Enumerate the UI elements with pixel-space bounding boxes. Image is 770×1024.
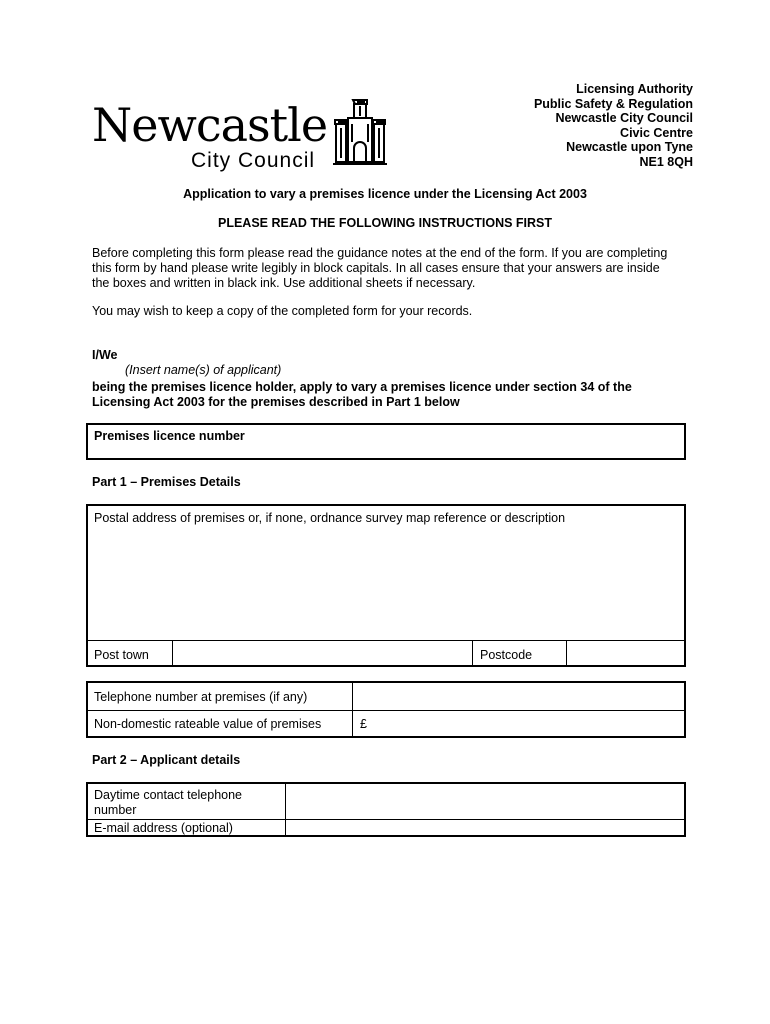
address-line: Newcastle upon Tyne xyxy=(566,140,693,155)
telephone-premises-field[interactable] xyxy=(353,683,684,710)
council-logo-subtitle: City Council xyxy=(191,149,316,172)
rateable-value-field[interactable] xyxy=(353,711,684,736)
part1-heading: Part 1 – Premises Details xyxy=(92,475,241,489)
premises-address-label: Postal address of premises or, if none, ordnance survey map reference or description xyxy=(94,511,566,525)
copy-note: You may wish to keep a copy of the completed form for your records. xyxy=(92,304,473,318)
rateable-value-label: Non-domestic rateable value of premises xyxy=(94,717,322,731)
castle-icon xyxy=(333,98,387,166)
address-line: Licensing Authority xyxy=(576,82,693,96)
instructions-text: Before completing this form please read the guidance notes at the end of the form. If you are completing this form by hand please write legibly in block capitals. In all cases ensure that your answers are inside the boxes and written in black ink. Use additional sheets if necessary. xyxy=(92,246,668,290)
telephone-premises-label: Telephone number at premises (if any) xyxy=(94,690,308,704)
currency-symbol: £ xyxy=(360,717,367,731)
address-line: NE1 8QH xyxy=(639,154,693,169)
postcode-field[interactable] xyxy=(567,641,684,665)
post-town-field[interactable] xyxy=(173,641,472,665)
part2-heading: Part 2 – Applicant details xyxy=(92,753,241,767)
premises-address-field[interactable] xyxy=(88,506,684,640)
premises-licence-number-label: Premises licence number xyxy=(94,429,245,443)
form-title: Application to vary a premises licence under the Licensing Act 2003 xyxy=(183,187,587,201)
licensing-authority-address xyxy=(534,82,693,170)
email-field[interactable] xyxy=(286,820,684,835)
address-line: Civic Centre xyxy=(620,125,693,140)
address-line: Newcastle City Council xyxy=(555,111,693,126)
address-line: Public Safety & Regulation xyxy=(533,96,693,111)
daytime-phone-label: Daytime contact telephone number xyxy=(94,788,243,817)
premises-licence-number-field[interactable] xyxy=(86,423,686,460)
instructions-heading: PLEASE READ THE FOLLOWING INSTRUCTIONS FIRST xyxy=(217,216,553,230)
email-label: E-mail address (optional) xyxy=(94,821,233,835)
premises-address-box xyxy=(86,504,686,667)
premises-contact-table xyxy=(86,681,686,738)
post-town-label: Post town xyxy=(94,648,149,662)
applicant-contact-table xyxy=(86,782,686,837)
council-logo-wordmark: Newcastle xyxy=(92,98,328,152)
applicant-name-hint: (Insert name(s) of applicant) xyxy=(125,363,282,377)
applicant-statement: being the premises licence holder, apply to vary a premises licence under section 34 of the Licensing Act 2003 for the premises described in Part 1 below xyxy=(92,380,632,409)
applicant-label: I/We xyxy=(92,348,118,362)
daytime-phone-field[interactable] xyxy=(286,784,684,819)
postcode-label: Postcode xyxy=(480,648,533,662)
